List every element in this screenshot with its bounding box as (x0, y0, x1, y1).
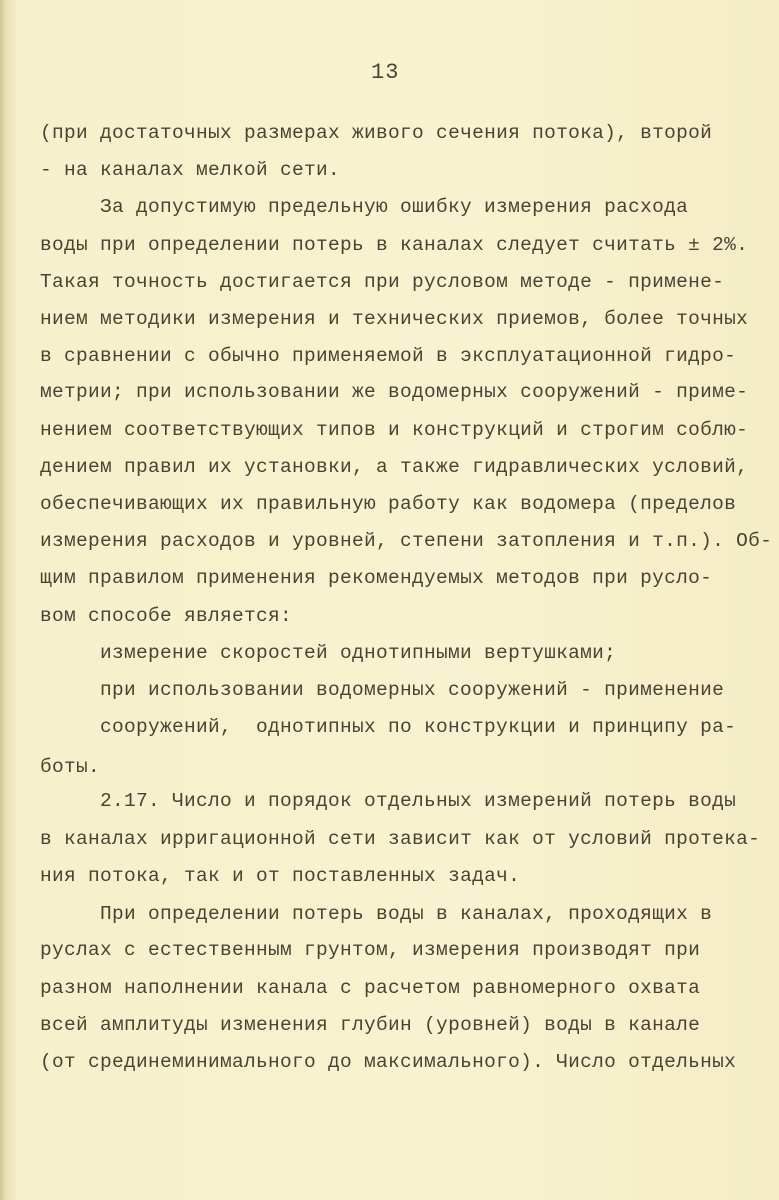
text-line: всей амплитуды изменения глубин (уровней) воды в канале (40, 1014, 701, 1036)
text-line: при использовании водомерных сооружений - применение (100, 679, 725, 701)
text-line: метрии; при использовании же водомерных сооружений - приме- (40, 381, 749, 403)
text-line: в сравнении с обычно применяемой в эксплуатационной гидро- (40, 345, 737, 367)
text-line: сооружений, однотипных по конструкции и принципу ра- (100, 716, 737, 738)
text-line: щим правилом применения рекомендуемых методов при русло- (40, 567, 713, 589)
text-line: в каналах ирригационной сети зависит как от условий протека- (40, 828, 761, 850)
text-line: При определении потерь воды в каналах, проходящих в (100, 903, 713, 925)
text-line: дением правил их установки, а также гидравлических условий, (40, 456, 749, 478)
text-line: ния потока, так и от поставленных задач. (40, 865, 521, 887)
text-line: (от срединеминимального до максимального). Число отдельных (40, 1051, 737, 1073)
text-line: воды при определении потерь в каналах следует считать ± 2%. (40, 234, 749, 256)
page-number: 13 (371, 60, 400, 85)
text-line: измерения расходов и уровней, степени затопления и т.п.). Об- (40, 530, 773, 552)
text-line: нием методики измерения и технических приемов, более точных (40, 308, 749, 330)
text-line: - на каналах мелкой сети. (40, 159, 341, 181)
text-line: обеспечивающих их правильную работу как водомера (пределов (40, 493, 737, 515)
text-line: руслах с естественным грунтом, измерения производят при (40, 939, 701, 961)
text-line: Такая точность достигается при русловом методе - примене- (40, 271, 725, 293)
text-line: нением соответствующих типов и конструкций и строгим соблю- (40, 419, 749, 441)
text-line: (при достаточных размерах живого сечения потока), второй (40, 122, 713, 144)
text-line: разном наполнении канала с расчетом равномерного охвата (40, 977, 701, 999)
text-line: вом способе является: (40, 605, 293, 627)
text-line: боты. (40, 756, 101, 778)
text-line: 2.17. Число и порядок отдельных измерений потерь воды (100, 790, 737, 812)
text-line: измерение скоростей однотипными вертушками; (100, 642, 617, 664)
text-line: За допустимую предельную ошибку измерения расхода (100, 196, 689, 218)
